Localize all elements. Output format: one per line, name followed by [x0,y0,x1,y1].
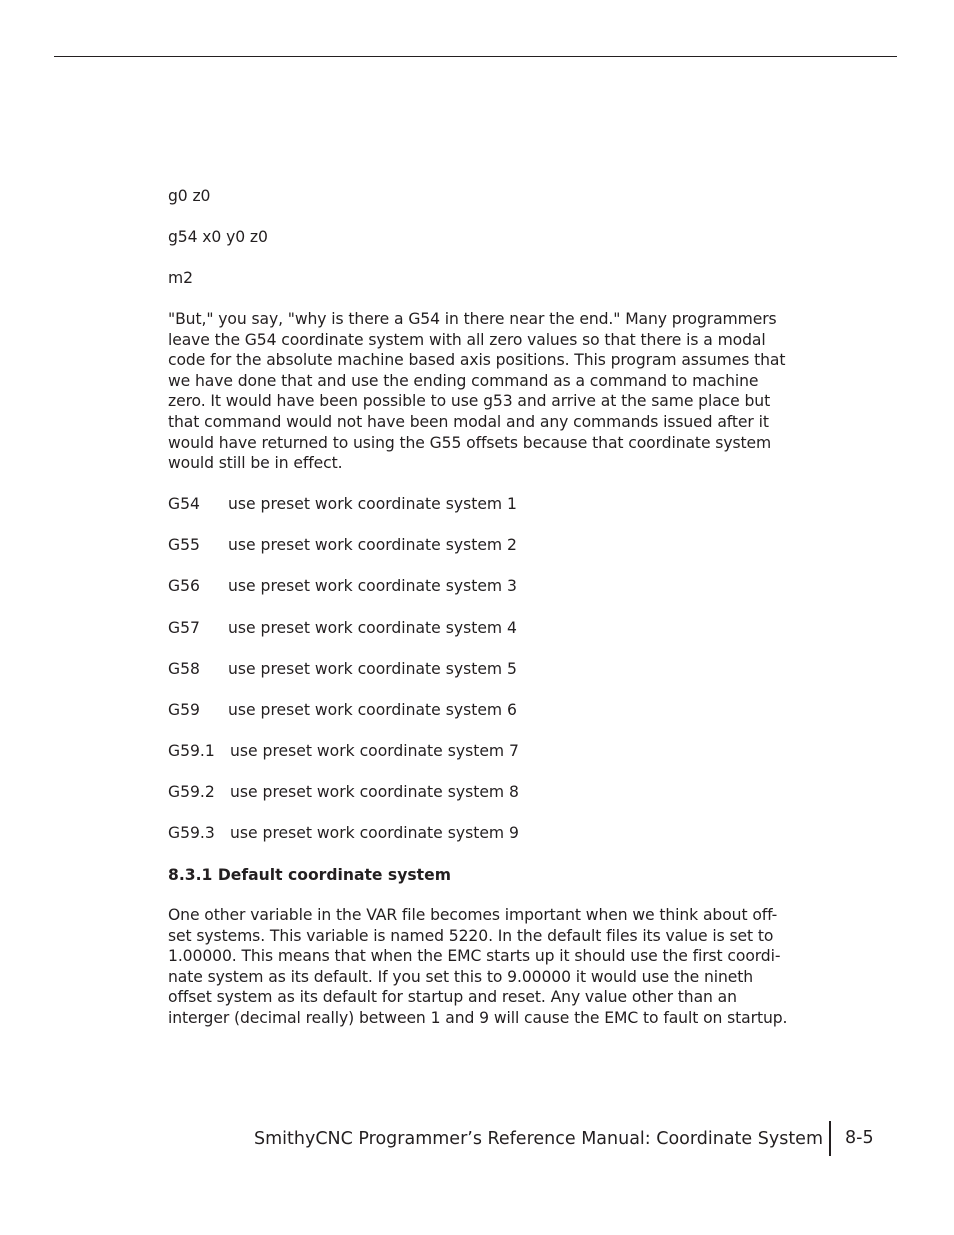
section-heading: 8.3.1 Default coordinate system [168,866,451,884]
paragraph-line: we have done that and use the ending command as a command to machine [168,371,759,390]
gcode-description: use preset work coordinate system 9 [230,824,519,842]
gcode-row [168,823,519,844]
gcode-code: G59.1 [168,742,215,760]
explanation-paragraph [168,309,788,474]
gcode-description: use preset work coordinate system 5 [228,660,517,678]
paragraph-line: 1.00000. This means that when the EMC starts up it should use the first coordi- [168,947,781,966]
gcode-code: G59 [168,701,200,719]
gcode-description: use preset work coordinate system 6 [228,701,517,719]
footer-title: SmithyCNC Programmer’s Reference Manual: Coordinate System [254,1129,823,1149]
paragraph-line: zero. It would have been possible to use g53 and arrive at the same place but [168,392,771,411]
paragraph-line: leave the G54 coordinate system with all zero values so that there is a modal [168,330,766,349]
gcode-description: use preset work coordinate system 7 [230,742,519,760]
code-line: g0 z0 [168,187,211,205]
gcode-description: use preset work coordinate system 3 [228,577,517,595]
gcode-row [168,576,517,597]
paragraph-line: code for the absolute machine based axis positions. This program assumes that [168,351,786,370]
gcode-code: G55 [168,536,200,554]
page-number: 8-5 [845,1128,874,1148]
gcode-code: G59.3 [168,824,215,842]
gcode-description: use preset work coordinate system 8 [230,783,519,801]
gcode-code: G57 [168,619,200,637]
paragraph-line: One other variable in the VAR file becomes important when we think about off- [168,906,778,924]
paragraph-line: interger (decimal really) between 1 and 9 will cause the EMC to fault on startup. [168,1008,788,1027]
paragraph-line: "But," you say, "why is there a G54 in there near the end." Many programmers [168,310,777,328]
paragraph-line: that command would not have been modal and any commands issued after it [168,412,769,431]
gcode-description: use preset work coordinate system 4 [228,619,517,637]
paragraph-line: set systems. This variable is named 5220. In the default files its value is set to [168,926,774,945]
paragraph-line: nate system as its default. If you set this to 9.00000 it would use the nineth [168,967,754,986]
default-system-paragraph [168,905,788,1029]
gcode-row [168,741,519,762]
gcode-row [168,618,517,639]
gcode-row [168,700,517,721]
gcode-row [168,782,519,803]
gcode-code: G54 [168,495,200,513]
footer-divider [829,1121,831,1156]
paragraph-line: would still be in effect. [168,454,343,473]
code-line: g54 x0 y0 z0 [168,228,268,246]
gcode-code: G59.2 [168,783,215,801]
gcode-description: use preset work coordinate system 2 [228,536,517,554]
code-line: m2 [168,269,193,287]
gcode-row [168,659,517,680]
gcode-row [168,494,517,515]
header-rule [54,56,897,57]
gcode-description: use preset work coordinate system 1 [228,495,517,513]
paragraph-line: offset system as its default for startup and reset. Any value other than an [168,988,737,1007]
paragraph-line: would have returned to using the G55 offsets because that coordinate system [168,433,772,452]
gcode-code: G56 [168,577,200,595]
gcode-code: G58 [168,660,200,678]
gcode-row [168,535,517,556]
